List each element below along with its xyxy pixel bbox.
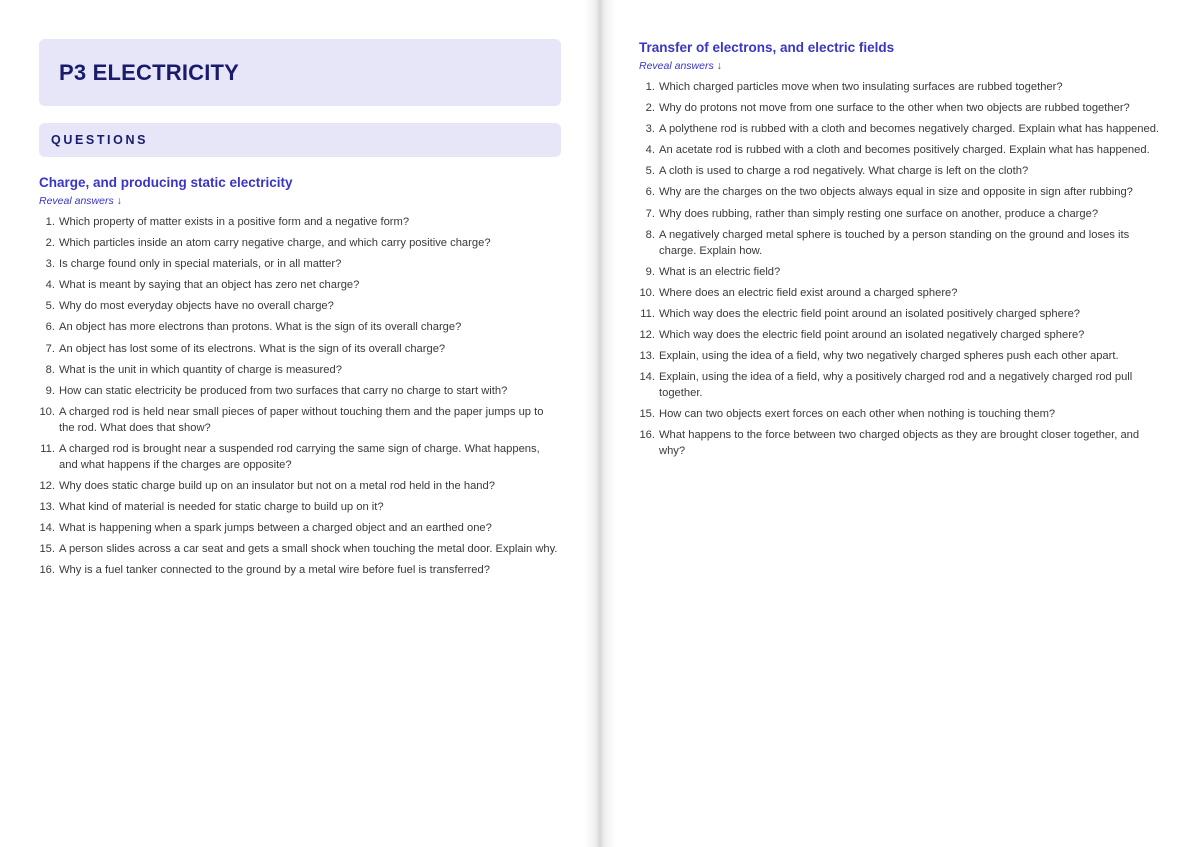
question-number: 6.: [645, 186, 655, 199]
question-number: 1.: [645, 81, 655, 93]
question-number: 10.: [39, 405, 55, 418]
page-title: P3 ELECTRICITY: [59, 59, 240, 85]
question-number: 16.: [639, 429, 655, 442]
question-number: 6.: [45, 321, 55, 334]
question-number: 12.: [39, 480, 55, 493]
question-item: [639, 79, 1164, 95]
question-number: 14.: [39, 522, 55, 535]
question-number: 3.: [45, 258, 55, 271]
question-item: [39, 499, 561, 515]
question-item: [639, 206, 1164, 222]
question-text: Why do most everyday objects have no overall charge?: [59, 300, 334, 313]
question-number: 8.: [45, 363, 55, 376]
question-number: 5.: [45, 300, 55, 313]
question-number: 7.: [645, 207, 655, 220]
left-page-content: [39, 39, 561, 584]
question-text: A polythene rod is rubbed with a cloth and becomes negatively charged. Explain what has happened.: [659, 123, 1160, 136]
question-item: [639, 306, 1164, 322]
question-item: [39, 478, 561, 494]
question-number: 11.: [40, 442, 55, 455]
question-item: [39, 404, 561, 436]
question-text: What is the unit in which quantity of charge is measured?: [59, 363, 342, 376]
question-text: Which charged particles move when two insulating surfaces are rubbed together?: [659, 81, 1063, 93]
question-text: What is meant by saying that an object has zero net charge?: [59, 279, 360, 292]
question-text: An object has lost some of its electrons. What is the sign of its overall charge?: [59, 342, 446, 355]
question-item: [39, 319, 561, 335]
question-item: [639, 285, 1164, 301]
question-text: What happens to the force between two charged objects as they are brought closer together, and why?: [659, 429, 1140, 458]
question-text: Why does rubbing, rather than simply resting one surface on another, produce a charge?: [659, 207, 1099, 220]
question-text: Which particles inside an atom carry negative charge, and which carry positive charge?: [59, 237, 491, 250]
question-number: 11.: [640, 307, 655, 320]
reveal-answers-link-transfer[interactable]: Reveal answers ↓: [639, 60, 722, 72]
question-list-transfer: [639, 79, 1164, 459]
question-text: Where does an electric field exist around a charged sphere?: [659, 286, 958, 299]
question-number: 16.: [39, 564, 55, 577]
question-number: 9.: [45, 384, 55, 397]
question-item: [639, 184, 1164, 200]
question-item: [39, 541, 561, 557]
question-number: 7.: [45, 342, 55, 355]
question-number: 2.: [645, 102, 655, 115]
question-item: [639, 121, 1164, 137]
section-heading-transfer: Transfer of electrons, and electric fields: [639, 40, 895, 55]
question-text: Which way does the electric field point around an isolated positively charged sphere?: [659, 307, 1081, 320]
question-item: [639, 100, 1164, 116]
question-item: [39, 362, 561, 378]
question-text: Why does static charge build up on an insulator but not on a metal rod held in the hand?: [59, 480, 495, 493]
question-number: 4.: [645, 144, 655, 157]
right-page-content: [639, 40, 1164, 465]
right-page: [600, 0, 1200, 847]
question-item: [639, 369, 1164, 401]
questions-label: QUESTIONS: [51, 133, 149, 147]
question-text: Is charge found only in special materials, or in all matter?: [59, 258, 342, 271]
question-text: A negatively charged metal sphere is touched by a person standing on the ground and loses its charge. Explain how.: [659, 228, 1130, 257]
question-text: An object has more electrons than protons. What is the sign of its overall charge?: [59, 321, 462, 334]
question-number: 10.: [639, 286, 655, 299]
question-number: 4.: [45, 279, 55, 292]
question-number: 13.: [39, 501, 55, 514]
question-number: 15.: [639, 408, 655, 421]
question-item: [39, 441, 561, 473]
question-item: [639, 427, 1164, 459]
question-number: 13.: [639, 350, 655, 363]
question-text: A cloth is used to charge a rod negatively. What charge is left on the cloth?: [659, 165, 1029, 178]
question-number: 14.: [639, 371, 655, 384]
question-text: Explain, using the idea of a field, why a positively charged rod and a negatively charged rod pull together.: [659, 371, 1133, 400]
question-text: Which way does the electric field point around an isolated negatively charged sphere?: [659, 329, 1085, 342]
question-item: [639, 264, 1164, 280]
question-item: [39, 383, 561, 399]
question-item: [639, 327, 1164, 343]
question-item: [39, 235, 561, 251]
question-text: What kind of material is needed for static charge to build up on it?: [59, 501, 384, 514]
question-number: 8.: [645, 228, 655, 241]
question-item: [39, 341, 561, 357]
section-heading-charge: Charge, and producing static electricity: [39, 175, 293, 190]
question-text: A charged rod is brought near a suspended rod carrying the same sign of charge. What happens, and what happens if the charges are opposite?: [59, 442, 540, 471]
question-text: Why is a fuel tanker connected to the ground by a metal wire before fuel is transferred?: [59, 564, 490, 577]
question-text: What is happening when a spark jumps between a charged object and an earthed one?: [59, 522, 492, 535]
question-text: Why do protons not move from one surface to the other when two objects are rubbed together?: [659, 102, 1130, 115]
title-banner: [39, 39, 561, 106]
question-text: What is an electric field?: [659, 265, 781, 278]
question-text: Why are the charges on the two objects always equal in size and opposite in sign after rubbing?: [659, 186, 1133, 199]
question-item: [39, 277, 561, 293]
question-text: How can static electricity be produced from two surfaces that carry no charge to start with?: [59, 384, 508, 397]
question-text: An acetate rod is rubbed with a cloth and becomes positively charged. Explain what has happened.: [659, 144, 1150, 157]
question-item: [39, 214, 561, 230]
question-item: [639, 406, 1164, 422]
question-list-charge: [39, 214, 561, 578]
question-item: [639, 142, 1164, 158]
question-item: [39, 520, 561, 536]
question-item: [39, 298, 561, 314]
question-number: 12.: [639, 329, 655, 342]
question-text: A person slides across a car seat and gets a small shock when touching the metal door. Explain why.: [59, 543, 558, 556]
questions-banner: [39, 123, 561, 157]
question-text: Explain, using the idea of a field, why two negatively charged spheres push each other apart.: [659, 350, 1119, 363]
reveal-answers-link-charge[interactable]: Reveal answers ↓: [39, 195, 122, 207]
question-number: 15.: [39, 543, 55, 556]
question-number: 3.: [645, 123, 655, 136]
question-number: 9.: [645, 265, 655, 278]
question-number: 2.: [45, 237, 55, 250]
question-item: [639, 227, 1164, 259]
question-item: [39, 562, 561, 578]
question-text: A charged rod is held near small pieces of paper without touching them and the paper jumps up to the rod. What does that show?: [59, 405, 544, 434]
question-text: How can two objects exert forces on each other when nothing is touching them?: [659, 408, 1056, 421]
question-text: Which property of matter exists in a positive form and a negative form?: [59, 216, 410, 228]
question-number: 5.: [645, 165, 655, 178]
question-item: [639, 348, 1164, 364]
question-number: 1.: [45, 216, 55, 228]
question-item: [639, 163, 1164, 179]
question-item: [39, 256, 561, 272]
